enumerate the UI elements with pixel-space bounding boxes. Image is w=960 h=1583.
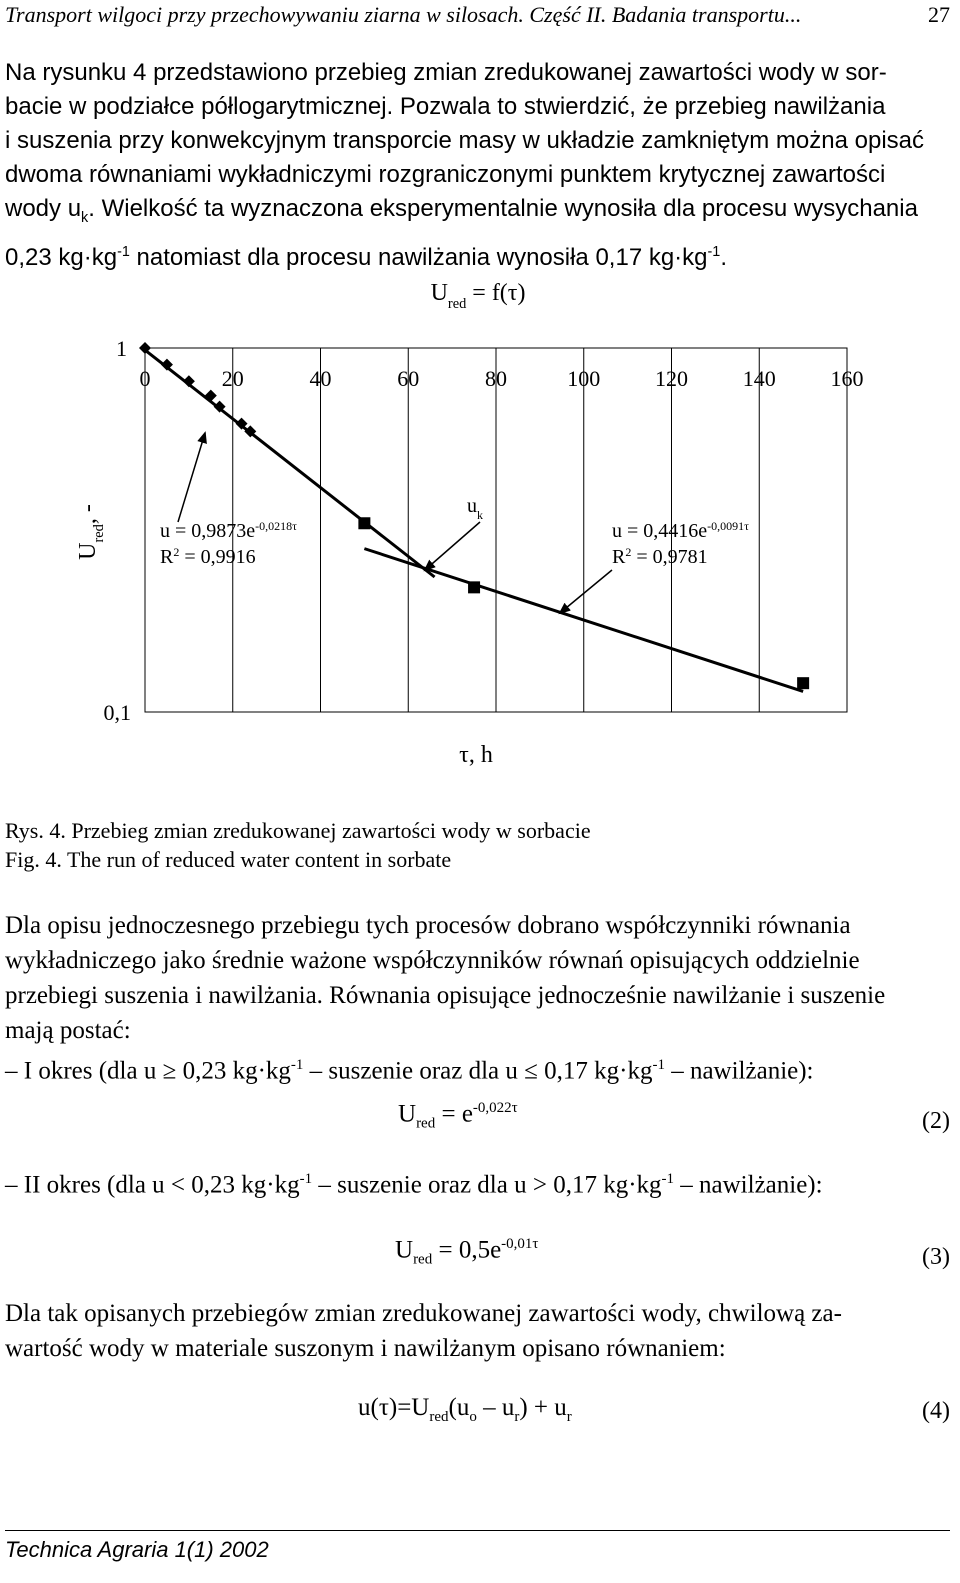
y-tick-label: 1 (116, 336, 127, 361)
data-point-square (358, 517, 370, 529)
data-point-square (468, 581, 480, 593)
figure-caption-en: Fig. 4. The run of reduced water content in sorbate (5, 847, 452, 872)
arrow (425, 522, 480, 570)
y-axis-label: $U_{red}$, - (75, 504, 107, 560)
y-tick-label: 0,1 (103, 700, 131, 725)
body-line: Dla tak opisanych przebiegów zmian zredukowanej zawartości wody, chwilową za- (5, 1300, 842, 1327)
running-header (5, 2, 950, 28)
x-tick-label: 60 (397, 366, 420, 391)
intro-line: i suszenia przy konwekcyjnym transporcie masy w układzie zamkniętym można opisać (5, 127, 925, 154)
equation-2-number: (2) (922, 1108, 950, 1134)
equation-3-number: (3) (922, 1244, 950, 1270)
x-tick-label: 140 (742, 366, 776, 391)
body-line: wartość wody w materiale suszonym i nawilżanym opisano równaniem: (5, 1335, 726, 1362)
equation-4: $u(\tau)=U_{red}(u_o - u_r) + u_r$ (358, 1394, 572, 1425)
x-tick-label: 20 (221, 366, 244, 391)
body-paragraph-3 (5, 1296, 950, 1366)
x-tick-label: 0 (139, 366, 151, 391)
plot-area (75, 280, 864, 768)
body-line: mają postać: (5, 1017, 131, 1044)
arrow (560, 570, 612, 613)
x-tick-label: 160 (830, 366, 864, 391)
chart-title: $U_{red} = f(\tau)$ (430, 280, 526, 312)
fit-1-r-squared: $R^2 = 0,9916$ (160, 545, 256, 568)
fit-2-r-squared: $R^2 = 0,9781$ (612, 545, 708, 568)
body-line: przebiegi suszenia i nawilżania. Równania opisujące jednocześnie nawilżanie i suszenie (5, 982, 886, 1009)
page-number: 27 (928, 2, 950, 27)
body-line: wykładniczego jako średnie ważone współczynników równań opisujących oddzielnie (5, 947, 860, 974)
footer (5, 1530, 950, 1563)
x-tick-label: 120 (655, 366, 688, 391)
intro-paragraph (5, 56, 950, 275)
fit-1-equation: $u = 0,9873e^{-0,0218\tau}$ (160, 519, 297, 542)
intro-line: Na rysunku 4 przedstawiono przebieg zmian zredukowanej zawartości wody w sor- (5, 59, 887, 86)
intro-line: 0,23 $kg\cdot kg^{-1}$ natomiast dla procesu nawilżania wynosiła 0,17 $kg\cdot kg^{-1}$. (5, 243, 727, 271)
data-point-diamond (183, 375, 195, 387)
period-1-line: – I okres (dla u ≥ 0,23 $kg\cdot kg^{-1}$ – suszenie oraz dla u ≤ 0,17 $kg\cdot kg^{-1}$ – nawilżanie): (5, 1057, 814, 1085)
fit-2-equation: $u = 0,4416e^{-0,0091\tau}$ (612, 519, 749, 542)
x-axis-label: τ, h (459, 742, 493, 768)
figure-caption-pl: Rys. 4. Przebieg zmian zredukowanej zawartości wody w sorbacie (5, 818, 591, 843)
equation-2: $U_{red} = e^{-0,022\tau}$ (398, 1100, 518, 1132)
intro-line: dwoma równaniami wykładniczymi rozgraniczonymi punktem krytycznej zawartości (5, 161, 886, 188)
equation-4-number: (4) (922, 1398, 950, 1424)
intro-line: bacie w podziałce półlogarytmicznej. Pozwala to stwierdzić, że przebieg nawilżania (5, 93, 886, 120)
intro-line: wody $u_k$. Wielkość ta wyznaczona eksperymentalnie wynosiła dla procesu wysychania (5, 195, 918, 226)
uk-label: $u_k$ (467, 495, 483, 522)
chart (0, 270, 960, 780)
x-tick-label: 40 (309, 366, 332, 391)
x-tick-label: 100 (567, 366, 601, 391)
body-line: Dla opisu jednoczesnego przebiegu tych procesów dobrano współczynniki równania (5, 912, 851, 939)
period-2-line: – II okres (dla u < 0,23 $kg\cdot kg^{-1}$ – suszenie oraz dla u > 0,17 $kg\cdot kg^{-1}$ – nawilżanie): (5, 1171, 823, 1199)
journal-name: Technica Agraria 1(1) 2002 (5, 1537, 269, 1562)
body-paragraph-2 (5, 908, 950, 1088)
x-tick-label: 80 (485, 366, 507, 391)
running-title: Transport wilgoci przy przechowywaniu ziarna w silosach. Część II. Badania transportu... (5, 2, 802, 27)
equation-3: $U_{red} = 0,5e^{-0,01\tau}$ (395, 1236, 539, 1268)
data-point-square (797, 677, 809, 689)
arrow (178, 433, 205, 522)
